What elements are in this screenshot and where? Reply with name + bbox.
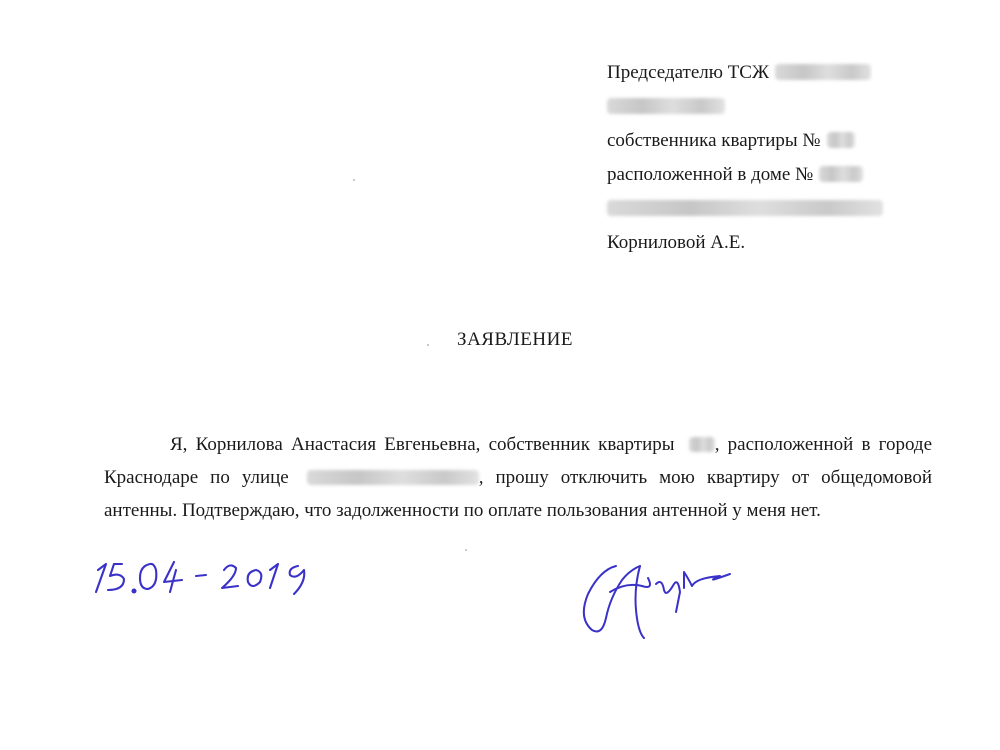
addressee-line-street <box>607 192 947 226</box>
statement-line-2-part-a: Краснодаре по улице <box>104 467 289 488</box>
addressee-line-house <box>607 158 947 192</box>
statement-line-1-part-b: , расположенной в городе <box>714 434 933 455</box>
addressee-line-chairman <box>607 56 947 90</box>
redacted-hoa-name <box>775 64 871 80</box>
addressee-line-owner <box>607 124 947 158</box>
addressee-line-chairman-name <box>607 90 947 124</box>
addressee-block <box>607 56 947 260</box>
redacted-apartment-number-body <box>689 437 715 452</box>
redacted-street-address <box>607 200 883 216</box>
redacted-house-number <box>819 166 863 182</box>
addressee-chairman-label: Председателю ТСЖ <box>607 62 769 83</box>
scan-speck <box>353 179 355 181</box>
addressee-house-label: расположенной в доме № <box>607 164 814 185</box>
statement-line-3: антенны. Подтверждаю, что задолженности по оплате пользования антенной у меня нет. <box>104 500 821 521</box>
addressee-line-signer <box>607 226 947 260</box>
statement-line-1-part-a: Я, Корнилова Анастасия Евгеньевна, собственник квартиры <box>170 434 675 455</box>
statement-line-2-part-b: , прошу отключить мою квартиру от общедомовой <box>478 467 933 488</box>
handwritten-date <box>84 548 324 608</box>
scan-speck <box>427 344 429 346</box>
addressee-owner-label: собственника квартиры № <box>607 130 821 151</box>
signature <box>570 548 740 648</box>
addressee-signer-name: Корниловой А.Е. <box>607 232 746 253</box>
redacted-chairman-name <box>607 98 725 114</box>
statement-body <box>104 428 932 527</box>
scan-speck <box>465 549 467 551</box>
redacted-street-body <box>307 470 479 485</box>
statement-line-2 <box>104 461 932 494</box>
redacted-apartment-number <box>827 132 855 148</box>
document-title: ЗАЯВЛЕНИЕ <box>457 329 573 350</box>
statement-line-1 <box>104 428 932 461</box>
